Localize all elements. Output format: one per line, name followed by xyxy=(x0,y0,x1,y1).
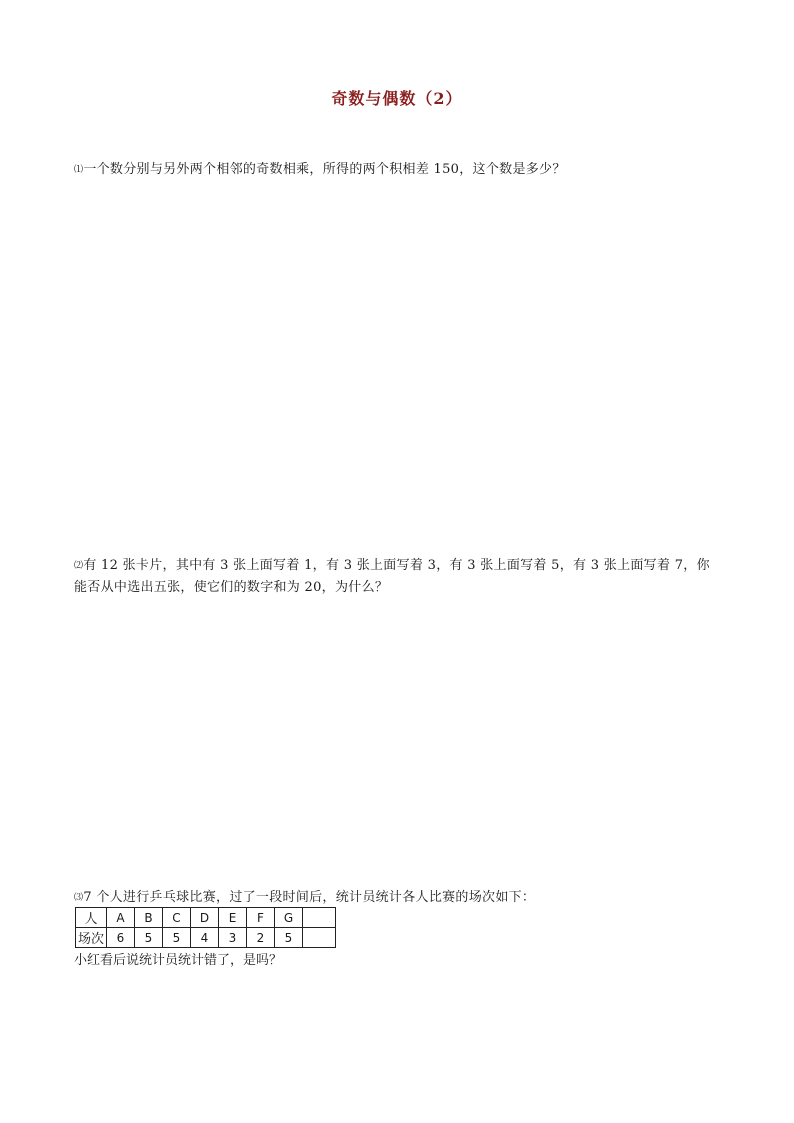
question-number: ⑵ xyxy=(74,561,84,571)
table-row-games xyxy=(76,928,336,948)
table-cell-empty xyxy=(303,928,336,948)
table-cell: 5 xyxy=(135,928,163,948)
table-cell-empty xyxy=(303,908,336,928)
table-cell: 2 xyxy=(247,928,275,948)
page-title: 奇数与偶数（2） xyxy=(331,89,463,108)
table-cell: F xyxy=(247,908,275,928)
table-row-people xyxy=(76,908,336,928)
table-cell: 5 xyxy=(163,928,191,948)
question-3 xyxy=(74,887,724,909)
table-header-cell: 人 xyxy=(76,908,107,928)
table-cell: G xyxy=(275,908,303,928)
table-cell: 6 xyxy=(107,928,135,948)
table-cell: 4 xyxy=(191,928,219,948)
table-cell: D xyxy=(191,908,219,928)
question-number: ⑶ xyxy=(74,893,84,903)
table-cell: E xyxy=(219,908,247,928)
question-followup: 小红看后说统计员统计错了，是吗？ xyxy=(74,953,283,968)
table-cell: B xyxy=(135,908,163,928)
table-cell: A xyxy=(107,908,135,928)
question-line: 能否从中选出五张，使它们的数字和为 20，为什么？ xyxy=(74,580,389,595)
table-cell: 5 xyxy=(275,928,303,948)
table-cell: C xyxy=(163,908,191,928)
question-text: 一个数分别与另外两个相邻的奇数相乘，所得的两个积相差 150，这个数是多少？ xyxy=(83,162,566,177)
table-cell: 3 xyxy=(219,928,247,948)
question-number: ⑴ xyxy=(74,165,84,175)
question-line xyxy=(74,555,724,577)
question-text: 7 个人进行乒乓球比赛，过了一段时间后，统计员统计各人比赛的场次如下： xyxy=(83,890,536,905)
table-header-cell: 场次 xyxy=(76,928,107,948)
question-2 xyxy=(74,555,724,598)
match-count-table xyxy=(75,907,336,948)
question-text: 有 12 张卡片，其中有 3 张上面写着 1，有 3 张上面写着 3，有 3 张上面写着 5，有 3 张上面写着 7，你 xyxy=(83,558,710,573)
question-1 xyxy=(74,159,724,181)
